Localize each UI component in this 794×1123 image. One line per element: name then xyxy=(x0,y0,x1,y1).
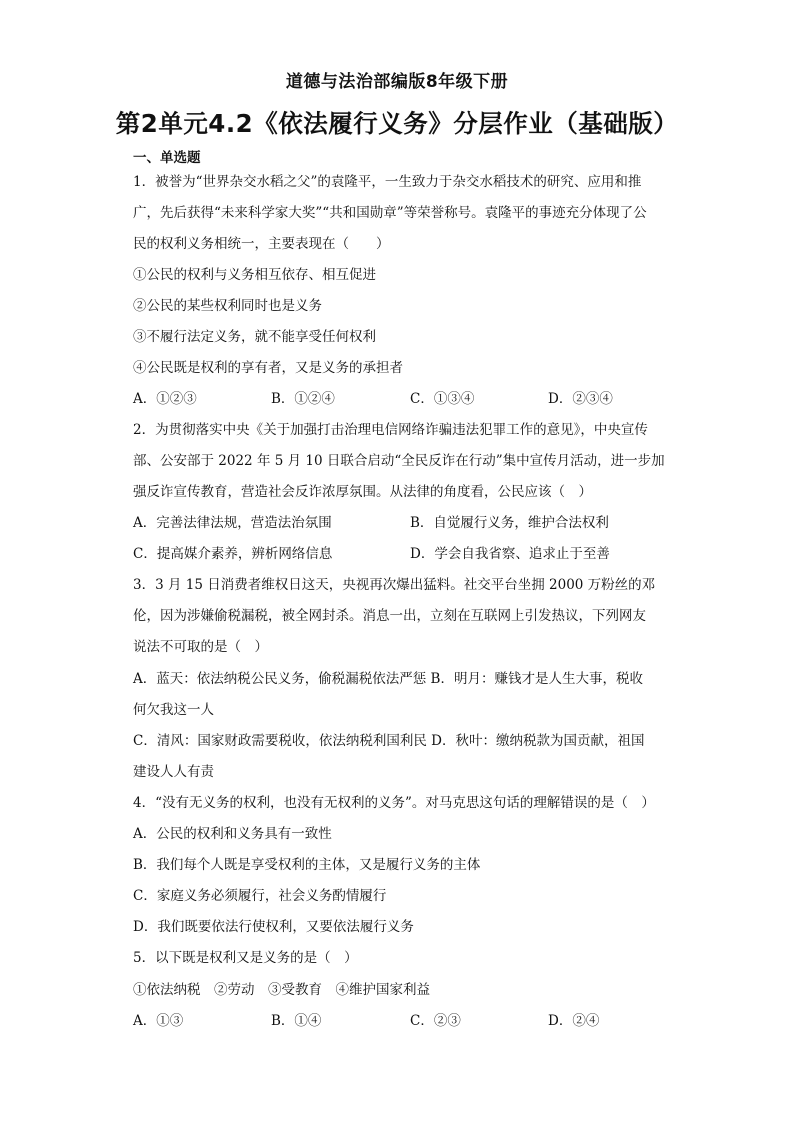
document-title: 第2单元4.2《依法履行义务》分层作业（基础版） xyxy=(115,109,679,138)
question-4-option-b: B．我们每个人既是享受权利的主体，又是履行义务的主体 xyxy=(133,857,481,873)
question-2-line: 部、公安部于 2022 年 5 月 10 日联合启动“全民反诈在行动”集中宣传月活动，进一步加 xyxy=(133,453,665,469)
question-5-option-d: D．②④ xyxy=(548,1013,600,1029)
question-5-statements: ①依法纳税 ②劳动 ③受教育 ④维护国家利益 xyxy=(133,982,430,998)
question-5-option-b: B．①④ xyxy=(271,1013,322,1029)
question-3-option-ab-cont: 何欠我这一人 xyxy=(133,702,214,718)
question-1-line: 民的权利义务相统一，主要表现在（ ） xyxy=(133,236,390,252)
question-1-option-a: A．①②③ xyxy=(133,391,197,407)
question-1-option-b: B．①②④ xyxy=(271,391,335,407)
question-5-option-c: C．②③ xyxy=(410,1013,461,1029)
question-2-option-b: B．自觉履行义务，维护合法权利 xyxy=(410,515,609,531)
section-heading: 一、单选题 xyxy=(133,150,201,166)
question-1-statement: ④公民既是权利的享有者，又是义务的承担者 xyxy=(133,360,403,376)
question-2-option-d: D．学会自我省察、追求止于至善 xyxy=(410,546,610,562)
document-subtitle: 道德与法治部编版8年级下册 xyxy=(285,72,509,92)
question-1-option-d: D．②③④ xyxy=(548,391,613,407)
question-3-option-ab: A．蓝天：依法纳税公民义务，偷税漏税依法严惩 B．明月：赚钱才是人生大事，税收 xyxy=(133,671,643,687)
question-3-line: 伦，因为涉嫌偷税漏税，被全网封杀。消息一出，立刻在互联网上引发热议，下列网友 xyxy=(133,608,646,624)
question-5-option-a: A．①③ xyxy=(133,1013,184,1029)
question-3-option-cd: C．清风：国家财政需要税收，依法纳税利国利民 D．秋叶：缴纳税款为国贡献，祖国 xyxy=(133,733,645,749)
question-1-line: 1．被誉为“世界杂交水稻之父”的袁隆平，一生致力于杂交水稻技术的研究、应用和推 xyxy=(133,174,642,190)
question-2-option-c: C．提高媒介素养，辨析网络信息 xyxy=(133,546,333,562)
question-2-option-a: A．完善法律法规，营造法治氛围 xyxy=(133,515,332,531)
question-4-option-c: C．家庭义务必须履行，社会义务酌情履行 xyxy=(133,888,387,904)
question-1-option-c: C．①③④ xyxy=(410,391,475,407)
question-1-statement: ②公民的某些权利同时也是义务 xyxy=(133,298,322,314)
question-1-statement: ③不履行法定义务，就不能享受任何权利 xyxy=(133,329,376,345)
question-2-line: 强反诈宣传教育，营造社会反诈浓厚氛围。从法律的角度看，公民应该（ ） xyxy=(133,484,592,500)
question-4-line: 4．“没有无义务的权利，也没有无权利的义务”。对马克思这句话的理解错误的是（ ） xyxy=(133,795,655,811)
question-4-option-d: D．我们既要依法行使权利，又要依法履行义务 xyxy=(133,919,414,935)
question-5-line: 5．以下既是权利又是义务的是（ ） xyxy=(133,950,358,966)
question-3-line: 说法不可取的是（ ） xyxy=(133,639,268,655)
question-1-statement: ①公民的权利与义务相互依存、相互促进 xyxy=(133,267,376,283)
question-4-option-a: A．公民的权利和义务具有一致性 xyxy=(133,826,332,842)
question-2-line: 2．为贯彻落实中央《关于加强打击治理电信网络诈骗违法犯罪工作的意见》，中央宣传 xyxy=(133,422,648,438)
question-3-line: 3．3 月 15 日消费者维权日这天，央视再次爆出猛料。社交平台坐拥 2000 万粉丝的邓 xyxy=(133,577,656,593)
question-1-line: 广，先后获得“未来科学家大奖”“共和国勋章”等荣誉称号。袁隆平的事迹充分体现了公 xyxy=(133,205,647,221)
question-3-option-cd-cont: 建设人人有责 xyxy=(133,764,214,780)
